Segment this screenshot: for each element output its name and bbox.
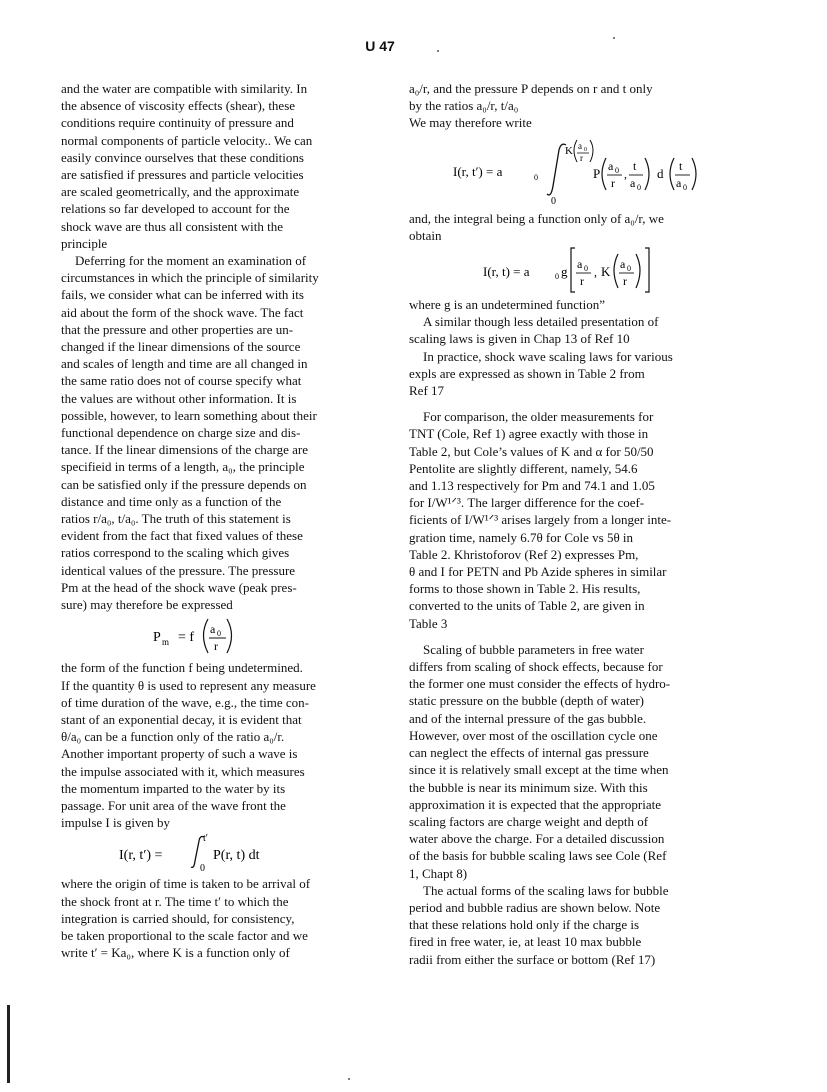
text-line: of time duration of the wave, e.g., the time con- xyxy=(61,694,310,710)
text-line: sure) may therefore be expressed xyxy=(61,597,233,613)
svg-text:I(r, t′) = a: I(r, t′) = a xyxy=(453,163,503,179)
text-line: evident from the fact that fixed values of these xyxy=(61,528,303,544)
text-line: obtain xyxy=(409,227,442,243)
text-line: the absence of viscosity effects (shear), these xyxy=(61,98,296,114)
text-line: easily convince ourselves that these conditions xyxy=(61,149,304,165)
svg-text:a: a xyxy=(676,175,682,190)
impulse-scaled-formula xyxy=(409,132,709,210)
text-line: the same ratio does not of course specify what xyxy=(61,373,302,389)
text-line: the form of the function f being undetermined. xyxy=(61,660,303,676)
text-line: normal components of particle velocity.. We can xyxy=(61,132,313,148)
svg-text:r: r xyxy=(623,274,627,289)
text-line: possible, however, to learn something about their xyxy=(61,407,317,423)
text-line: tance. If the linear dimensions of the charge are xyxy=(61,442,309,458)
text-line: approximation it is expected that the appropriate xyxy=(409,796,661,812)
text-line: The actual forms of the scaling laws for bubble xyxy=(423,882,669,898)
text-line: since it is relatively small except at the time when xyxy=(409,762,669,778)
text-line: fails, we consider what can be inferred with its xyxy=(61,287,304,303)
svg-text:t: t xyxy=(679,158,683,173)
svg-text:0: 0 xyxy=(683,182,687,192)
text-line: the values are without other information. It is xyxy=(61,390,297,406)
equation-peak-pressure xyxy=(61,613,353,659)
svg-text:0: 0 xyxy=(615,165,619,175)
text-line: that these relations hold only if the charge is xyxy=(409,917,640,933)
text-line: and, the integral being a function only of a₀/r, we xyxy=(409,210,664,226)
svg-text:t′: t′ xyxy=(203,833,208,845)
text-line: passage. For unit area of the wave front the xyxy=(61,797,286,813)
svg-text:0: 0 xyxy=(627,264,631,274)
text-line: In practice, shock wave scaling laws for various xyxy=(423,348,673,364)
text-line: can neglect the effects of internal gas pressure xyxy=(409,745,649,761)
text-line: and of the internal pressure of the gas bubble. xyxy=(409,710,647,726)
text-line: period and bubble radius are shown below. Note xyxy=(409,899,661,915)
text-line: principle xyxy=(61,235,108,251)
right-paragraphs-4 xyxy=(409,408,709,632)
text-line: the former one must consider the effects of hydro- xyxy=(409,676,671,692)
text-line: We may therefore write xyxy=(409,115,532,131)
text-line: scaling laws is given in Chap 13 of Ref 10 xyxy=(409,331,630,347)
text-line: However, over most of the oscillation cycle one xyxy=(409,727,658,743)
text-line: forms to those shown in Table 2. His results, xyxy=(409,581,641,597)
svg-text:0: 0 xyxy=(200,863,205,875)
svg-text:I(r, t) = a: I(r, t) = a xyxy=(483,264,530,280)
text-line: shock wave are thus all consistent with the xyxy=(61,218,284,234)
text-line: Table 2, but Cole’s values of K and α for 50/50 xyxy=(409,443,654,459)
right-paragraphs-3 xyxy=(409,296,709,399)
svg-text:P: P xyxy=(593,165,601,181)
svg-text:K: K xyxy=(601,264,611,280)
text-line: and 1.13 respectively for Pm and 74.1 and 1.05 xyxy=(409,478,655,494)
text-line: a₀/r, and the pressure P depends on r and t only xyxy=(409,81,653,96)
text-line: relations so far developed to account for the xyxy=(61,201,290,217)
text-line: water above the charge. For a detailed discussion xyxy=(409,831,665,847)
equals-f: = f xyxy=(178,630,195,646)
text-line: Table 3 xyxy=(409,615,448,631)
right-column xyxy=(409,80,709,968)
svg-text:g: g xyxy=(561,264,568,280)
text-line: TNT (Cole, Ref 1) agree exactly with those in xyxy=(409,426,649,442)
equation-impulse-scaled xyxy=(409,132,709,210)
text-line: A similar though less detailed presentation of xyxy=(423,314,659,330)
left-paragraphs xyxy=(61,80,353,613)
text-line: differs from scaling of shock effects, because for xyxy=(409,659,663,675)
text-line: aid about the form of the shock wave. The fact xyxy=(61,304,304,320)
text-line: Ref 17 xyxy=(409,383,445,399)
text-line: the impulse associated with it, which measures xyxy=(61,763,305,779)
text-line: stant of an exponential decay, it is evident that xyxy=(61,711,302,727)
text-line: that the pressure and other properties are un- xyxy=(61,321,294,337)
text-line: scaling factors are charge weight and depth of xyxy=(409,813,649,829)
text-line: ratios correspond to the scaling which gives xyxy=(61,545,290,561)
svg-text:,: , xyxy=(624,166,627,181)
margin-bar xyxy=(7,1005,10,1083)
right-paragraphs-5 xyxy=(409,641,709,968)
text-line: are scaled geometrically, and the approximate xyxy=(61,184,300,200)
text-line: Another important property of such a wave is xyxy=(61,746,298,762)
text-line: integration is carried should, for consistency, xyxy=(61,910,295,926)
left-paragraphs-3 xyxy=(61,875,353,961)
text-line: the bubble is near its minimum size. With this xyxy=(409,779,648,795)
text-line: and scales of length and time are all changed in xyxy=(61,356,308,372)
svg-text:I(r, t′) =: I(r, t′) = xyxy=(119,848,163,864)
text-line: distance and time only as a function of the xyxy=(61,493,282,509)
svg-text:0: 0 xyxy=(217,629,221,639)
svg-text:0: 0 xyxy=(555,272,559,282)
svg-text:a: a xyxy=(620,257,626,272)
text-line: be taken proportional to the scale factor and we xyxy=(61,927,308,943)
right-paragraphs-1 xyxy=(409,80,709,132)
text-line: If the quantity θ is used to represent any measure xyxy=(61,677,316,693)
left-column xyxy=(61,80,353,961)
svg-text:t: t xyxy=(633,158,637,173)
text-line: Pm at the head of the shock wave (peak pres- xyxy=(61,579,297,595)
svg-text:a: a xyxy=(577,257,583,272)
text-line: ratios r/a₀, t/a₀. The truth of this statement is xyxy=(61,511,291,527)
pm-subscript: m xyxy=(162,637,170,648)
text-line: where the origin of time is taken to be arrival of xyxy=(61,876,311,892)
text-line: specifieid in terms of a length, a₀, the principle xyxy=(61,459,305,475)
text-line: conditions require continuity of pressure and xyxy=(61,115,294,131)
svg-text:0: 0 xyxy=(584,146,587,153)
left-paragraphs-2 xyxy=(61,659,353,831)
text-line: static pressure on the bubble (depth of water) xyxy=(409,693,645,709)
text-line: are satisfied if pressures and particle velocities xyxy=(61,167,304,183)
svg-text:r: r xyxy=(580,152,583,163)
text-line: θ/a₀ can be a function only of the ratio a₀/r. xyxy=(61,729,285,745)
a0-numerator: a xyxy=(210,622,216,637)
svg-text:,: , xyxy=(594,265,597,280)
speck xyxy=(348,1078,350,1080)
text-line: θ and I for PETN and Pb Azide spheres in similar xyxy=(409,564,667,580)
equation-impulse xyxy=(61,831,353,875)
right-paragraphs-2 xyxy=(409,210,709,244)
page-number: U 47 xyxy=(365,38,395,54)
svg-text:d: d xyxy=(657,165,664,181)
text-line: circumstances in which the principle of similarity xyxy=(61,270,319,286)
text-line: of the basis for bubble scaling laws see Cole (Ref xyxy=(409,848,667,864)
r-denominator: r xyxy=(214,639,218,654)
speck xyxy=(613,37,615,39)
svg-text:K: K xyxy=(565,144,573,157)
text-line: changed if the linear dimensions of the source xyxy=(61,339,301,355)
text-line: expls are expressed as shown in Table 2 from xyxy=(409,365,645,381)
text-line: identical values of the pressure. The pressure xyxy=(61,562,296,578)
text-line: fired in free water, ie, at least 10 max bubble xyxy=(409,934,642,950)
svg-text:0: 0 xyxy=(637,182,641,192)
text-line: impulse I is given by xyxy=(61,815,171,831)
svg-text:0: 0 xyxy=(584,264,588,274)
peak-pressure-formula xyxy=(61,613,353,659)
equation-g-function xyxy=(409,244,709,296)
pm-symbol: P xyxy=(153,630,161,646)
text-line: write t′ = Ka₀, where K is a function only of xyxy=(61,945,290,961)
text-line: For comparison, the older measurements for xyxy=(423,409,654,425)
text-line: Deferring for the moment an examination of xyxy=(75,253,307,269)
g-function-formula xyxy=(409,244,709,296)
svg-text:a: a xyxy=(630,175,636,190)
svg-text:r: r xyxy=(580,274,584,289)
text-line: Table 2. Khristoforov (Ref 2) expresses Pm, xyxy=(409,546,639,562)
text-line: for I/W¹ᐟ³. The larger difference for the coef- xyxy=(409,495,645,511)
speck xyxy=(437,50,439,52)
text-line: gration time, namely 6.7θ for Cole vs 5θ in xyxy=(409,529,634,545)
text-line: the shock front at r. The time t′ to which the xyxy=(61,893,289,909)
text-line: Pentolite are slightly different, namely, 54.6 xyxy=(409,460,638,476)
text-line: where g is an undetermined function” xyxy=(409,297,606,313)
svg-text:r: r xyxy=(611,175,615,190)
text-line: by the ratios a₀/r, t/a₀ xyxy=(409,98,519,114)
svg-text:a: a xyxy=(608,158,614,173)
text-line: can be satisfied only if the pressure depends on xyxy=(61,476,307,492)
text-line: the momentum imparted to the water by its xyxy=(61,780,286,796)
text-line: radii from either the surface or bottom (Ref 17) xyxy=(409,951,656,967)
text-line: Scaling of bubble parameters in free water xyxy=(423,641,644,657)
svg-text:a: a xyxy=(578,140,582,151)
svg-text:P(r, t) dt: P(r, t) dt xyxy=(213,848,260,864)
text-line: and the water are compatible with similarity. In xyxy=(61,81,308,96)
text-line: ficients of I/W¹ᐟ³ arises largely from a longer inte- xyxy=(409,512,672,528)
text-line: converted to the units of Table 2, are given in xyxy=(409,598,645,614)
impulse-integral xyxy=(61,831,353,875)
svg-text:0: 0 xyxy=(534,172,538,182)
text-line: 1, Chapt 8) xyxy=(409,865,468,881)
text-line: functional dependence on charge size and dis- xyxy=(61,425,301,441)
svg-text:0: 0 xyxy=(551,195,556,207)
